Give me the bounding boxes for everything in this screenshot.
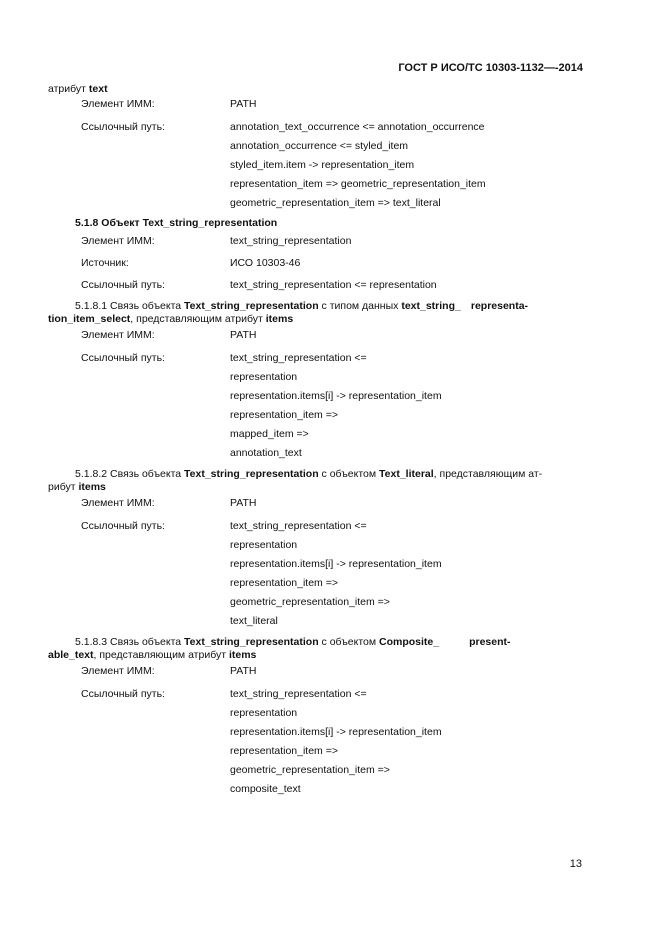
section-heading-5-1-8-3: 5.1.8.3 Связь объекта Text_string_representation с объектом Composite_ present- <box>75 636 511 648</box>
source-label: Источник: <box>81 257 129 269</box>
ref-path-line: annotation_text <box>230 447 302 459</box>
imm-label: Элемент ИММ: <box>81 98 155 110</box>
ref-path-line: representation <box>230 371 298 383</box>
section-heading-5-1-8-2: 5.1.8.2 Связь объекта Text_string_representation с объектом Text_literal, представляющим ат- <box>75 468 543 480</box>
imm-label: Элемент ИММ: <box>81 665 155 677</box>
section-heading-5-1-8: 5.1.8 Объект Text_string_representation <box>75 217 278 229</box>
section-heading-5-1-8-1: 5.1.8.1 Связь объекта Text_string_representation с типом данных text_string_ representa- <box>75 300 529 312</box>
page-number: 13 <box>569 858 582 870</box>
ref-path-line: representation_item => <box>230 409 338 421</box>
ref-path-line: text_literal <box>230 615 278 627</box>
ref-path-line: annotation_text_occurrence <= annotation_occurrence <box>230 121 485 133</box>
ref-path-line: text_string_representation <= <box>230 352 367 364</box>
section-heading-5-1-8-3-cont: able_text, представляющим атрибут items <box>48 649 257 661</box>
ref-path-line: representation <box>230 707 298 719</box>
imm-value: PATH <box>230 497 257 509</box>
ref-path-line: representation.items[i] -> representation_item <box>230 726 442 738</box>
source-value: ИСО 10303-46 <box>230 257 301 269</box>
ref-path-line: annotation_occurrence <= styled_item <box>230 140 409 152</box>
ref-path-line: text_string_representation <= <box>230 520 367 532</box>
imm-value: PATH <box>230 665 257 677</box>
imm-label: Элемент ИММ: <box>81 497 155 509</box>
ref-path-line: representation.items[i] -> representation_item <box>230 558 442 570</box>
attribute-line: атрибут text <box>48 83 108 95</box>
ref-path-label: Ссылочный путь: <box>81 520 165 532</box>
ref-path-line: geometric_representation_item => <box>230 596 390 608</box>
ref-path-line: geometric_representation_item => <box>230 764 390 776</box>
imm-value: PATH <box>230 329 257 341</box>
imm-value: PATH <box>230 98 257 110</box>
ref-path-line: mapped_item => <box>230 428 309 440</box>
section-heading-5-1-8-1-cont: tion_item_select, представляющим атрибут items <box>48 313 294 325</box>
section-heading-5-1-8-2-cont: рибут items <box>48 481 106 493</box>
ref-path-line: styled_item.item -> representation_item <box>230 159 415 171</box>
ref-path-label: Ссылочный путь: <box>81 121 165 133</box>
ref-path-line: representation_item => <box>230 745 338 757</box>
ref-path-label: Ссылочный путь: <box>81 352 165 364</box>
ref-path-label: Ссылочный путь: <box>81 688 165 700</box>
ref-path-line: representation_item => geometric_representation_item <box>230 178 486 190</box>
document-header: ГОСТ Р ИСО/ТС 10303-1132—-2014 <box>398 62 583 74</box>
ref-path-line: representation_item => <box>230 577 338 589</box>
ref-path-line: composite_text <box>230 783 301 795</box>
ref-path-line: geometric_representation_item => text_literal <box>230 197 441 209</box>
ref-path-label: Ссылочный путь: <box>81 279 165 291</box>
ref-path-line: text_string_representation <= representation <box>230 279 437 291</box>
ref-path-line: representation.items[i] -> representation_item <box>230 390 442 402</box>
imm-value: text_string_representation <box>230 235 352 247</box>
imm-label: Элемент ИММ: <box>81 329 155 341</box>
imm-label: Элемент ИММ: <box>81 235 155 247</box>
ref-path-line: representation <box>230 539 298 551</box>
ref-path-line: text_string_representation <= <box>230 688 367 700</box>
